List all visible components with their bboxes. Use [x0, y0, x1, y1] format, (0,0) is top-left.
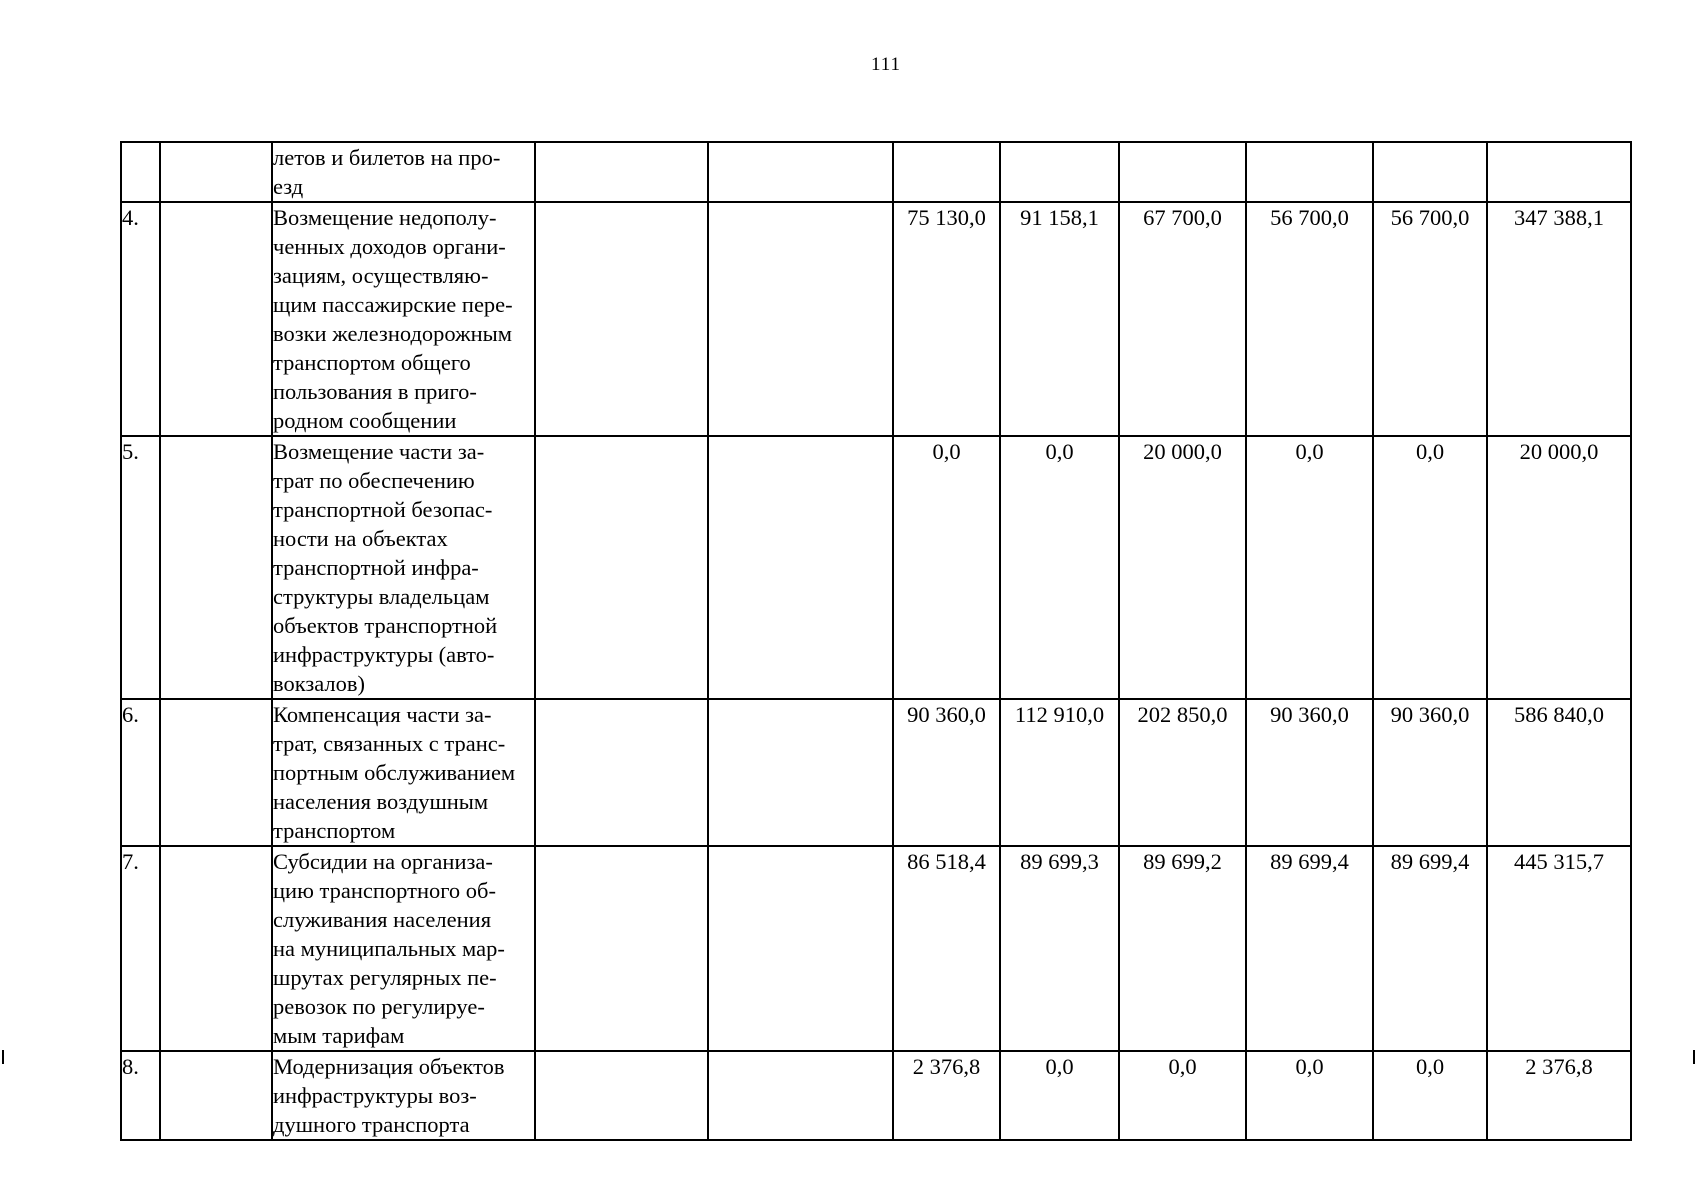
- left-edge-mark: [2, 1050, 4, 1064]
- amount-cell: 0,0: [1246, 436, 1373, 699]
- empty-cell: [535, 436, 708, 699]
- measure-name-line: щим пассажирские пере-: [273, 292, 513, 317]
- measure-name-line: Субсидии на организа-: [273, 849, 493, 874]
- empty-cell: [160, 1051, 272, 1140]
- row-number: 6.: [121, 699, 160, 846]
- table-row: [121, 846, 1631, 1051]
- measure-name-line: транспортом: [273, 818, 396, 843]
- empty-cell: [160, 846, 272, 1051]
- row-number: [121, 142, 160, 202]
- amount-cell: 0,0: [893, 436, 1000, 699]
- measure-name-line: Компенсация части за-: [273, 702, 492, 727]
- amount-cell: 67 700,0: [1119, 202, 1246, 436]
- measure-name-line: Модернизация объектов: [273, 1054, 505, 1079]
- measure-name-line: транспортом общего: [273, 350, 471, 375]
- empty-cell: [708, 846, 893, 1051]
- measure-name-line: объектов транспортной: [273, 613, 498, 638]
- amount-cell: 0,0: [1000, 1051, 1119, 1140]
- table-row: [121, 1051, 1631, 1140]
- measure-name-line: шрутах регулярных пе-: [273, 965, 497, 990]
- measure-name-line: вокзалов): [273, 671, 366, 696]
- amount-cell: 0,0: [1373, 436, 1487, 699]
- measure-name-line: инфраструктуры воз-: [273, 1083, 477, 1108]
- measure-name-line: трат по обеспечению: [273, 468, 475, 493]
- empty-cell: [708, 699, 893, 846]
- empty-cell: [535, 846, 708, 1051]
- row-number: 4.: [121, 202, 160, 436]
- table-row: [121, 699, 1631, 846]
- amount-cell: 89 699,4: [1373, 846, 1487, 1051]
- measure-name-line: душного транспорта: [273, 1112, 470, 1137]
- measure-name: [272, 436, 535, 699]
- amount-cell: 89 699,2: [1119, 846, 1246, 1051]
- measure-name-line: служивания населения: [273, 907, 492, 932]
- measure-name-line: летов и билетов на про-: [273, 145, 501, 170]
- amount-cell: 20 000,0: [1487, 436, 1631, 699]
- amount-cell: 202 850,0: [1119, 699, 1246, 846]
- page-number: 111: [870, 54, 902, 75]
- amount-cell: 347 388,1: [1487, 202, 1631, 436]
- amount-cell: 90 360,0: [1246, 699, 1373, 846]
- amount-cell: 56 700,0: [1246, 202, 1373, 436]
- table-row: [121, 436, 1631, 699]
- amount-cell: [1000, 142, 1119, 202]
- amount-cell: [1119, 142, 1246, 202]
- measure-name-line: транспортной безопас-: [273, 497, 493, 522]
- amount-cell: 20 000,0: [1119, 436, 1246, 699]
- amount-cell: 0,0: [1246, 1051, 1373, 1140]
- amount-cell: 0,0: [1000, 436, 1119, 699]
- empty-cell: [708, 202, 893, 436]
- measure-name-line: пользования в приго-: [273, 379, 477, 404]
- amount-cell: 89 699,3: [1000, 846, 1119, 1051]
- empty-cell: [535, 1051, 708, 1140]
- measure-name-line: трат, связанных с транс-: [273, 731, 506, 756]
- amount-cell: 586 840,0: [1487, 699, 1631, 846]
- amount-cell: 112 910,0: [1000, 699, 1119, 846]
- measure-name: [272, 699, 535, 846]
- amount-cell: [893, 142, 1000, 202]
- empty-cell: [708, 1051, 893, 1140]
- amount-cell: 0,0: [1119, 1051, 1246, 1140]
- row-number: 8.: [121, 1051, 160, 1140]
- measure-name-line: родном сообщении: [273, 408, 457, 433]
- empty-cell: [160, 436, 272, 699]
- measure-name: [272, 1051, 535, 1140]
- amount-cell: 2 376,8: [893, 1051, 1000, 1140]
- amount-cell: 0,0: [1373, 1051, 1487, 1140]
- measure-name-line: на муниципальных мар-: [273, 936, 505, 961]
- table-body: [121, 142, 1631, 1140]
- amount-cell: 90 360,0: [1373, 699, 1487, 846]
- measure-name-line: зациям, осуществляю-: [273, 263, 489, 288]
- budget-table: [120, 141, 1632, 1141]
- empty-cell: [708, 436, 893, 699]
- empty-cell: [160, 202, 272, 436]
- measure-name: [272, 142, 535, 202]
- measure-name-line: инфраструктуры (авто-: [273, 642, 495, 667]
- table-row: [121, 142, 1631, 202]
- right-edge-mark: [1693, 1050, 1695, 1064]
- amount-cell: 75 130,0: [893, 202, 1000, 436]
- amount-cell: [1246, 142, 1373, 202]
- empty-cell: [535, 142, 708, 202]
- measure-name-line: портным обслуживанием: [273, 760, 516, 785]
- measure-name-line: транспортной инфра-: [273, 555, 479, 580]
- empty-cell: [535, 202, 708, 436]
- row-number: 7.: [121, 846, 160, 1051]
- measure-name-line: ревозок по регулируе-: [273, 994, 485, 1019]
- measure-name: [272, 846, 535, 1051]
- amount-cell: 2 376,8: [1487, 1051, 1631, 1140]
- measure-name-line: цию транспортного об-: [273, 878, 496, 903]
- amount-cell: 91 158,1: [1000, 202, 1119, 436]
- measure-name-line: Возмещение части за-: [273, 439, 485, 464]
- measure-name-line: езд: [273, 174, 304, 199]
- empty-cell: [535, 699, 708, 846]
- amount-cell: [1487, 142, 1631, 202]
- measure-name: [272, 202, 535, 436]
- amount-cell: 90 360,0: [893, 699, 1000, 846]
- measure-name-line: мым тарифам: [273, 1023, 405, 1048]
- measure-name-line: ченных доходов органи-: [273, 234, 506, 259]
- empty-cell: [160, 142, 272, 202]
- measure-name-line: Возмещение недополу-: [273, 205, 497, 230]
- row-number: 5.: [121, 436, 160, 699]
- amount-cell: 86 518,4: [893, 846, 1000, 1051]
- amount-cell: 56 700,0: [1373, 202, 1487, 436]
- measure-name-line: ности на объектах: [273, 526, 448, 551]
- table-row: [121, 202, 1631, 436]
- measure-name-line: возки железнодорожным: [273, 321, 513, 346]
- amount-cell: [1373, 142, 1487, 202]
- empty-cell: [708, 142, 893, 202]
- measure-name-line: населения воздушным: [273, 789, 489, 814]
- empty-cell: [160, 699, 272, 846]
- amount-cell: 445 315,7: [1487, 846, 1631, 1051]
- measure-name-line: структуры владельцам: [273, 584, 490, 609]
- amount-cell: 89 699,4: [1246, 846, 1373, 1051]
